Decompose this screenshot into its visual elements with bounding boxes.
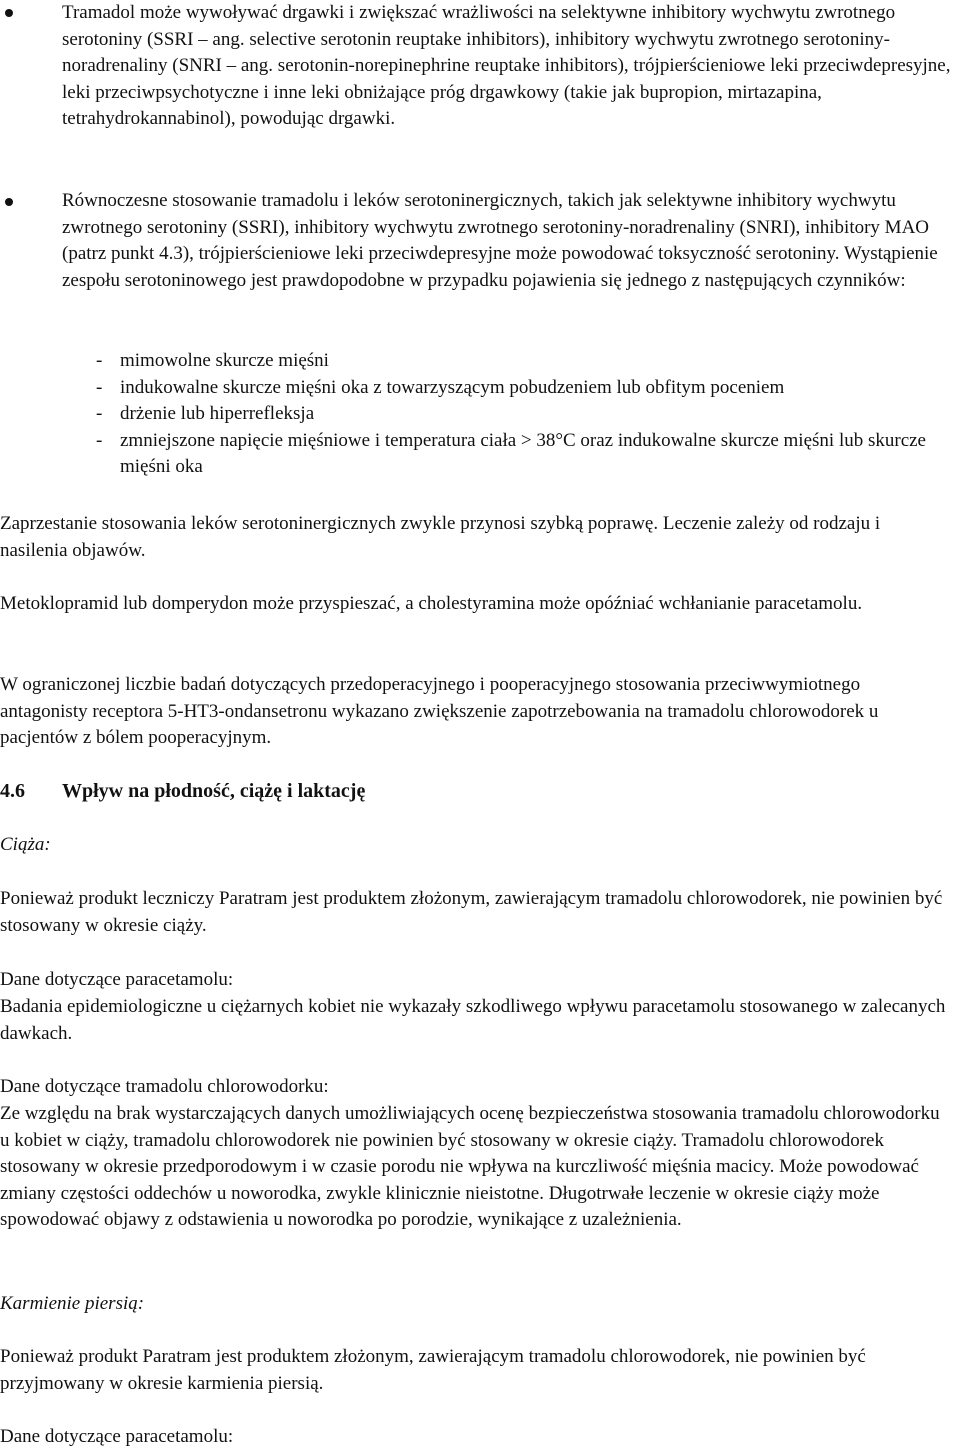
paragraph: Ponieważ produkt Paratram jest produktem złożonym, zawierającym tramadolu chlorowodorek, nie powinien być przyjmowany w okresie karmienia piersią. (0, 1346, 866, 1394)
list-item (62, 428, 960, 481)
list-item (62, 348, 960, 375)
paragraph: Metoklopramid lub domperydon może przyspieszać, a cholestyramina może opóźniać wchłanianie paracetamolu. (0, 593, 863, 614)
list-item-text: indukowalne skurcze mięśni oka z towarzyszącym pobudzeniem lub obfitym poceniem (120, 376, 785, 398)
list-item-text: zmniejszone napięcie mięśniowe i temperatura ciała > 38°C oraz indukowalne skurcze mięśni lub skurcze mięśni oka (120, 429, 926, 478)
bullet-icon (5, 9, 13, 17)
bullet-text: Tramadol może wywoływać drgawki i zwiększać wrażliwości na selektywne inhibitory wychwytu zwrotnego serotoniny (SSRI – ang. selective serotonin reuptake inhibitors), inhibitory wychwytu zwrotnego serotoniny-noradrenaliny (SNRI – ang. serotonin-norepinephrine reuptake inhibitors), trójpierścieniowe leki przeciwdepresyjne, leki przeciwpsychotyczne i inne leki obniżające próg drgawkowy (takie jak bupropion, mirtazapina, tetrahydrokannabinol), powodując drgawki. (62, 2, 951, 130)
subsection-heading: Karmienie piersią: (0, 1293, 145, 1314)
section-number: 4.6 (0, 780, 25, 802)
data-label: Dane dotyczące paracetamolu: (0, 1426, 234, 1447)
paragraph: W ograniczonej liczbie badań dotyczących przedoperacyjnego i pooperacyjnego stosowania przeciwwymiotnego antagonisty receptora 5-HT3-ondansetronu wykazano zwiększenie zapotrzebowania na tramadolu chlorowodorek u pacjentów z bólem pooperacyjnym. (0, 674, 879, 749)
dash-marker: - (96, 350, 103, 371)
dash-marker: - (96, 403, 103, 425)
subsection-heading: Ciąża: (0, 834, 51, 855)
list-item-text: drżenie lub hiperrefleksja (120, 403, 315, 425)
list-item (62, 401, 960, 428)
paragraph: Zaprzestanie stosowania leków serotoninergicznych zwykle przynosi szybką poprawę. Leczenie zależy od rodzaju i nasilenia objawów. (0, 513, 881, 561)
paragraph: Badania epidemiologiczne u ciężarnych kobiet nie wykazały szkodliwego wpływu paracetamolu stosowanego w zalecanych dawkach. (0, 996, 946, 1044)
paragraph: Ze względu na brak wystarczających danych umożliwiających ocenę bezpieczeństwa stosowania tramadolu chlorowodorku u kobiet w ciąży, tramadolu chlorowodorek nie powinien być stosowany w okresie ciąży. Tramadolu chlorowodorek stosowany w okresie przedporodowym i w czasie porodu nie wpływa na kurczliwość mięśnia macicy. Może powodować zmiany częstości oddechów u noworodka, zwykle klinicznie nieistotne. Długotrwałe leczenie w okresie ciąży może spowodować objawy z odstawienia u noworodka po porodzie, wynikające z uzależnienia. (0, 1103, 940, 1231)
data-label: Dane dotyczące paracetamolu: (0, 969, 234, 990)
symptom-list (62, 348, 960, 481)
dash-marker: - (96, 376, 103, 398)
section-heading (0, 778, 365, 805)
bullet-icon (5, 198, 13, 206)
section-title: Wpływ na płodność, ciążę i laktację (62, 780, 366, 802)
bullet-text: Równoczesne stosowanie tramadolu i leków serotoninergicznych, takich jak selektywne inhibitory wychwytu zwrotnego serotoniny (SSRI), inhibitory wychwytu zwrotnego serotoniny-noradrenaliny (SNRI), inhibitory MAO (patrz punkt 4.3), trójpierścieniowe leki przeciwdepresyjne może powodować toksyczność serotoniny. Wystąpienie zespołu serotoninowego jest prawdopodobne w przypadku pojawienia się jednego z następujących czynników: (62, 190, 938, 291)
list-item (62, 375, 960, 402)
list-item-text: mimowolne skurcze mięśni (120, 350, 329, 371)
paragraph: Ponieważ produkt leczniczy Paratram jest produktem złożonym, zawierającym tramadolu chlorowodorek, nie powinien być stosowany w okresie ciąży. (0, 888, 943, 936)
dash-marker: - (96, 429, 103, 451)
data-label: Dane dotyczące tramadolu chlorowodorku: (0, 1076, 329, 1097)
